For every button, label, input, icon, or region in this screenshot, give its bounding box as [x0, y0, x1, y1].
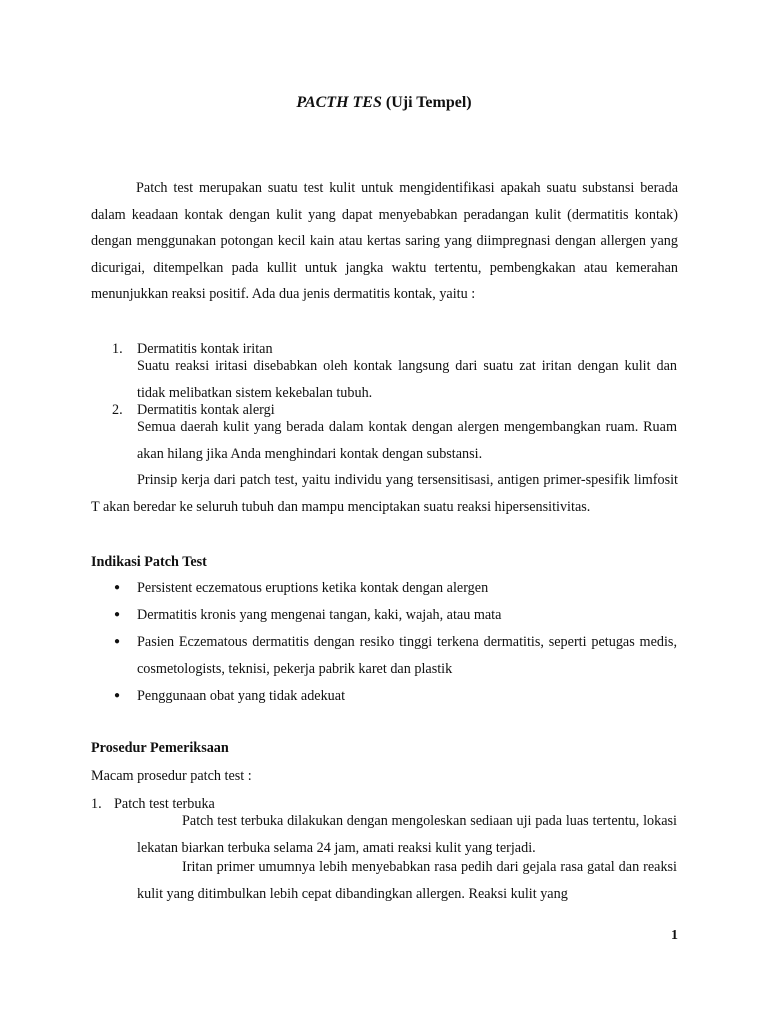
- indication-item-3: Pasien Eczematous dermatitis dengan resiko tinggi terkena dermatitis, seperti petugas medis, cosmetologists, teknisi, pekerja pabrik karet dan plastik: [137, 634, 677, 677]
- type-1-label: Dermatitis kontak iritan: [137, 341, 273, 357]
- page-number: 1: [671, 928, 678, 943]
- procedure-item-label: Patch test terbuka: [114, 796, 215, 812]
- procedure-paragraph-1: Patch test terbuka dilakukan dengan mengoleskan sediaan uji pada luas tertentu, lokasi lekatan biarkan terbuka selama 24 jam, amati reaksi kulit yang terjadi.: [137, 813, 677, 856]
- bullet-icon: ●: [114, 690, 121, 701]
- procedure-item-number: 1.: [91, 796, 102, 812]
- page-title: [0, 94, 768, 112]
- title-italic: PACTH TES: [296, 94, 382, 111]
- type-2-description: Semua daerah kulit yang berada dalam kontak dengan alergen mengembangkan ruam. Ruam akan hilang jika Anda menghindari kontak dengan substansi.: [137, 419, 677, 462]
- type-1-number: 1.: [112, 341, 123, 357]
- indication-item-1: Persistent eczematous eruptions ketika kontak dengan alergen: [137, 580, 489, 596]
- intro-paragraph: Patch test merupakan suatu test kulit untuk mengidentifikasi apakah suatu substansi berada dalam keadaan kontak dengan kulit yang dapat menyebabkan peradangan kulit (dermatitis kontak) dengan menggunakan potongan kecil kain atau kertas saring yang diimpregnasi dengan allergen yang dicurigai, ditempelkan pada kullit untuk jangka waktu tertentu, pembengkakan atau kemerahan menunjukkan reaksi positif. Ada dua jenis dermatitis kontak, yaitu :: [91, 180, 678, 302]
- bullet-icon: ●: [114, 636, 121, 647]
- indications-heading: Indikasi Patch Test: [91, 554, 207, 570]
- bullet-icon: ●: [114, 609, 121, 620]
- procedure-intro: Macam prosedur patch test :: [91, 768, 252, 784]
- indication-item-2: Dermatitis kronis yang mengenai tangan, kaki, wajah, atau mata: [137, 607, 502, 623]
- procedure-paragraph-2: Iritan primer umumnya lebih menyebabkan rasa pedih dari gejala rasa gatal dan reaksi kulit yang ditimbulkan lebih cepat dibandingkan allergen. Reaksi kulit yang: [137, 859, 677, 902]
- type-1-description: Suatu reaksi iritasi disebabkan oleh kontak langsung dari suatu zat iritan dengan kulit dan tidak melibatkan sistem kekebalan tubuh.: [137, 358, 677, 401]
- principle-paragraph: Prinsip kerja dari patch test, yaitu individu yang tersensitisasi, antigen primer-spesifik limfosit T akan beredar ke seluruh tubuh dan mampu menciptakan suatu reaksi hipersensitivitas.: [91, 472, 678, 515]
- title-rest: (Uji Tempel): [381, 94, 472, 111]
- procedure-heading: Prosedur Pemeriksaan: [91, 740, 229, 756]
- type-2-number: 2.: [112, 402, 123, 418]
- bullet-icon: ●: [114, 582, 121, 593]
- indication-item-4: Penggunaan obat yang tidak adekuat: [137, 688, 346, 704]
- type-2-label: Dermatitis kontak alergi: [137, 402, 275, 418]
